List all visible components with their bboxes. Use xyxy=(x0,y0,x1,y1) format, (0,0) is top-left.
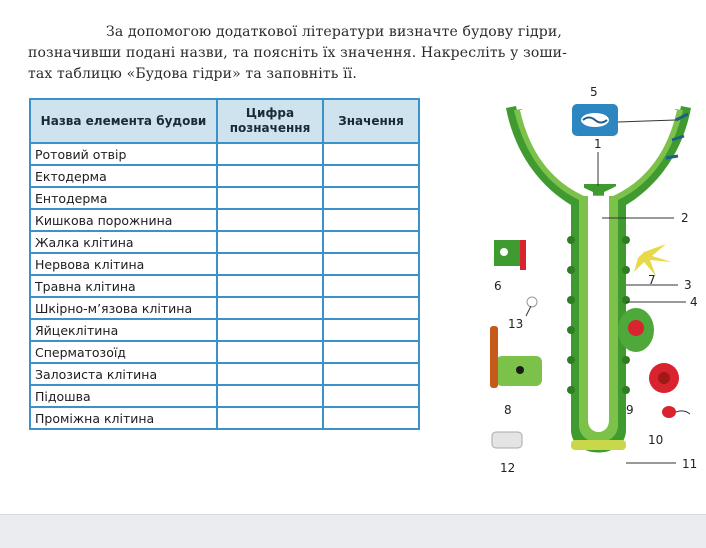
element-name-cell: Кишкова порожнина xyxy=(30,209,217,231)
figure-label: 4 xyxy=(690,295,698,309)
table-row xyxy=(30,319,419,341)
figure-label: 10 xyxy=(648,433,664,447)
number-cell[interactable] xyxy=(217,231,323,253)
meaning-cell[interactable] xyxy=(323,165,419,187)
table-header-row xyxy=(30,99,419,143)
number-cell[interactable] xyxy=(217,385,323,407)
bottom-bar xyxy=(0,514,706,548)
table-row xyxy=(30,231,419,253)
hydra-diagram xyxy=(476,80,706,490)
table-row xyxy=(30,363,419,385)
number-cell[interactable] xyxy=(217,187,323,209)
table-row xyxy=(30,253,419,275)
meaning-cell[interactable] xyxy=(323,143,419,165)
element-name-cell: Залозиста клітина xyxy=(30,363,217,385)
number-cell[interactable] xyxy=(217,165,323,187)
header-element-name: Назва елемента будови xyxy=(30,99,217,143)
figure-label: 9 xyxy=(626,403,634,417)
cell-13 xyxy=(527,297,537,307)
figure-label: 6 xyxy=(494,279,502,293)
number-cell[interactable] xyxy=(217,275,323,297)
table-row xyxy=(30,209,419,231)
figure-label: 13 xyxy=(508,317,524,331)
element-name-cell: Підошва xyxy=(30,385,217,407)
table-row xyxy=(30,297,419,319)
cell-12 xyxy=(492,432,522,448)
meaning-cell[interactable] xyxy=(323,253,419,275)
number-cell[interactable] xyxy=(217,253,323,275)
hydra-structure-table xyxy=(29,98,420,430)
meaning-cell[interactable] xyxy=(323,297,419,319)
table-row xyxy=(30,275,419,297)
figure-label: 2 xyxy=(681,211,689,225)
element-name-cell: Ектодерма xyxy=(30,165,217,187)
header-number: Цифра позначення xyxy=(217,99,323,143)
element-name-cell: Шкірно-м’язова клітина xyxy=(30,297,217,319)
table-row xyxy=(30,407,419,429)
figure-label: 11 xyxy=(682,457,698,471)
table-row xyxy=(30,187,419,209)
header-meaning: Значення xyxy=(323,99,419,143)
element-name-cell: Яйцеклітина xyxy=(30,319,217,341)
meaning-cell[interactable] xyxy=(323,363,419,385)
meaning-cell[interactable] xyxy=(323,187,419,209)
number-cell[interactable] xyxy=(217,319,323,341)
meaning-cell[interactable] xyxy=(323,407,419,429)
element-name-cell: Проміжна клітина xyxy=(30,407,217,429)
cell-10 xyxy=(662,406,676,418)
number-cell[interactable] xyxy=(217,297,323,319)
number-cell[interactable] xyxy=(217,363,323,385)
element-name-cell: Жалка клітина xyxy=(30,231,217,253)
meaning-cell[interactable] xyxy=(323,319,419,341)
task-line-3: тах таблицю «Будова гідри» та заповніть її. xyxy=(28,66,358,82)
element-name-cell: Ентодерма xyxy=(30,187,217,209)
figure-label: 7 xyxy=(648,273,656,287)
element-name-cell: Ротовий отвір xyxy=(30,143,217,165)
figure-label: 8 xyxy=(504,403,512,417)
task-line-2: позначивши подані назви, та поясніть їх значення. Накресліть у зоши- xyxy=(28,45,568,61)
table-row xyxy=(30,165,419,187)
element-name-cell: Травна клітина xyxy=(30,275,217,297)
number-cell[interactable] xyxy=(217,143,323,165)
table-row xyxy=(30,143,419,165)
number-cell[interactable] xyxy=(217,341,323,363)
cell-7 xyxy=(634,244,672,276)
meaning-cell[interactable] xyxy=(323,341,419,363)
figure-label: 5 xyxy=(590,85,598,99)
figure-label: 1 xyxy=(594,137,602,151)
number-cell[interactable] xyxy=(217,407,323,429)
figure-label: 3 xyxy=(684,278,692,292)
task-text xyxy=(28,22,704,85)
table-row xyxy=(30,341,419,363)
meaning-cell[interactable] xyxy=(323,275,419,297)
meaning-cell[interactable] xyxy=(323,231,419,253)
number-cell[interactable] xyxy=(217,209,323,231)
meaning-cell[interactable] xyxy=(323,209,419,231)
element-name-cell: Нервова клітина xyxy=(30,253,217,275)
task-line-1: За допомогою додаткової літератури визначте будову гідри, xyxy=(106,24,562,40)
meaning-cell[interactable] xyxy=(323,385,419,407)
hydra-sole xyxy=(571,440,626,450)
element-name-cell: Сперматозоїд xyxy=(30,341,217,363)
figure-label: 12 xyxy=(500,461,516,475)
table-row xyxy=(30,385,419,407)
